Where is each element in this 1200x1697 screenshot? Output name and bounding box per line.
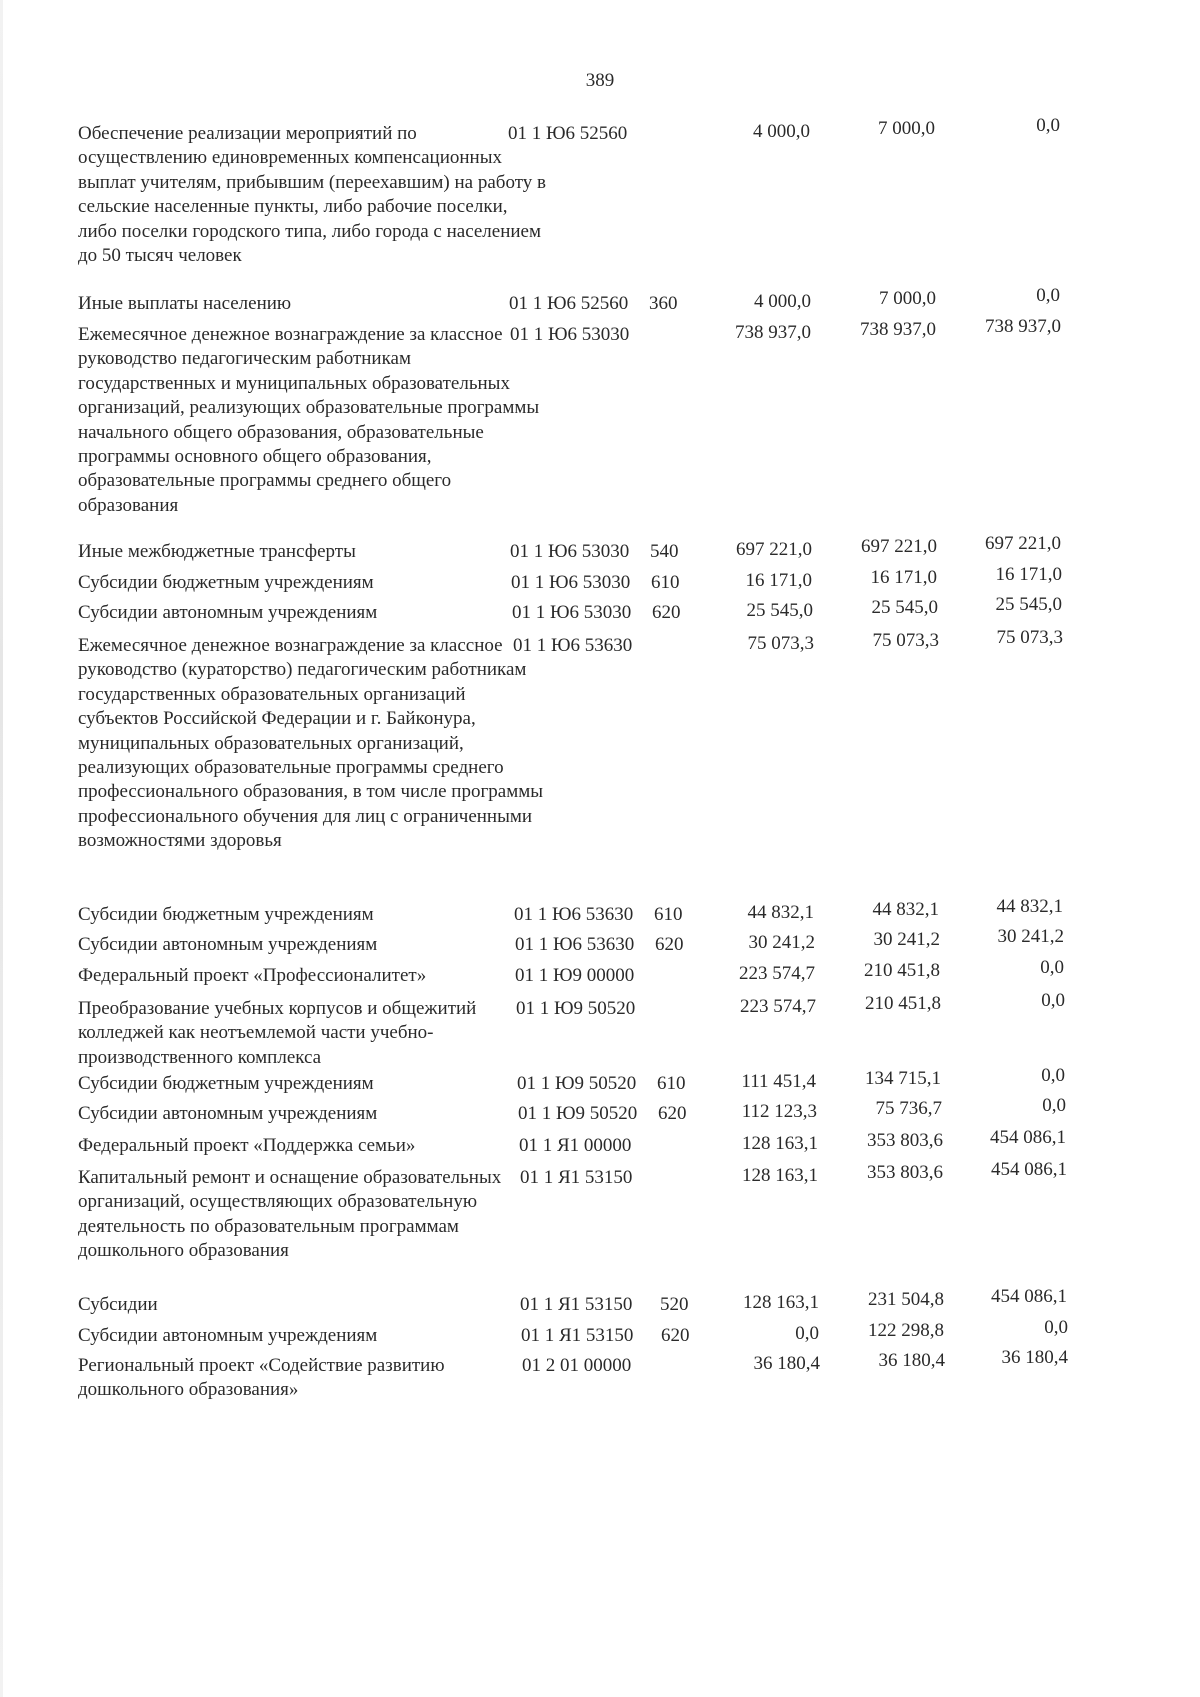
row-value-year-1: 128 163,1	[743, 1292, 819, 1313]
row-expense-type: 520	[660, 1294, 689, 1315]
row-name: Субсидии	[78, 1294, 158, 1315]
row-value-year-1: 0,0	[795, 1323, 819, 1344]
row-name: Субсидии автономным учреждениям	[78, 1325, 378, 1346]
row-code: 01 1 Ю9 00000	[515, 965, 635, 986]
row-value-year-2: 16 171,0	[870, 567, 937, 588]
row-value-year-3: 0,0	[1044, 1317, 1068, 1338]
row-value-year-3: 0,0	[1040, 957, 1064, 978]
row-code: 01 1 Ю6 52560	[508, 123, 628, 144]
row-value-year-3: 0,0	[1036, 115, 1060, 136]
row-value-year-1: 16 171,0	[745, 570, 812, 591]
row-code: 01 1 Ю6 53030	[511, 572, 631, 593]
row-code: 01 2 01 00000	[522, 1355, 632, 1376]
row-code: 01 1 Ю9 50520	[516, 998, 636, 1019]
row-value-year-2: 7 000,0	[879, 288, 936, 309]
row-code: 01 1 Ю9 50520	[517, 1073, 637, 1094]
row-name: Ежемесячное денежное вознаграждение за классное руководство (кураторство) педагогическим работникам государственных образовательных организаций субъектов Российской Федерации и г. Байконура, муниципальных образовательных организаций, реализующих образовательные программы среднего профессионального образования, в том числе программы профессионального обучения для лиц с ограниченными возможностями здоровья	[78, 635, 544, 852]
row-value-year-3: 0,0	[1041, 1065, 1065, 1086]
row-value-year-2: 353 803,6	[867, 1130, 943, 1151]
row-expense-type: 360	[649, 293, 678, 314]
row-value-year-2: 210 451,8	[865, 993, 941, 1014]
row-value-year-2: 44 832,1	[872, 899, 939, 920]
row-code: 01 1 Ю6 52560	[509, 293, 629, 314]
row-value-year-2: 697 221,0	[861, 536, 937, 557]
row-value-year-2: 231 504,8	[868, 1289, 944, 1310]
row-name: Субсидии бюджетным учреждениям	[78, 904, 374, 925]
row-value-year-1: 128 163,1	[742, 1133, 818, 1154]
row-code: 01 1 Я1 00000	[519, 1135, 632, 1156]
row-value-year-3: 25 545,0	[995, 594, 1062, 615]
page-number: 389	[585, 70, 615, 91]
row-value-year-1: 30 241,2	[748, 932, 815, 953]
row-name: Ежемесячное денежное вознаграждение за классное руководство педагогическим работникам государственных и муниципальных образовательных организаций, реализующих образовательные программы начального общего образования, образовательные программы основного общего образования, образовательные программы среднего общего образования	[78, 324, 540, 516]
row-value-year-2: 75 073,3	[872, 630, 939, 651]
scan-binding-edge	[0, 0, 3, 1697]
row-value-year-2: 353 803,6	[867, 1162, 943, 1183]
row-name: Субсидии автономным учреждениям	[78, 602, 378, 623]
row-value-year-2: 75 736,7	[875, 1098, 942, 1119]
row-value-year-3: 454 086,1	[991, 1159, 1067, 1180]
row-code: 01 1 Ю6 53030	[510, 541, 630, 562]
row-code: 01 1 Я1 53150	[520, 1167, 633, 1188]
row-code: 01 1 Ю6 53030	[512, 602, 632, 623]
row-value-year-3: 738 937,0	[985, 316, 1061, 337]
row-value-year-1: 697 221,0	[736, 539, 812, 560]
row-value-year-3: 44 832,1	[996, 896, 1063, 917]
row-expense-type: 610	[651, 572, 680, 593]
row-value-year-2: 122 298,8	[868, 1320, 944, 1341]
row-value-year-1: 36 180,4	[753, 1353, 820, 1374]
row-value-year-2: 210 451,8	[864, 960, 940, 981]
row-value-year-3: 0,0	[1042, 1095, 1066, 1116]
row-code: 01 1 Я1 53150	[520, 1294, 633, 1315]
row-value-year-3: 0,0	[1036, 285, 1060, 306]
row-expense-type: 610	[657, 1073, 686, 1094]
row-value-year-3: 30 241,2	[997, 926, 1064, 947]
row-code: 01 1 Ю6 53630	[513, 635, 633, 656]
row-code: 01 1 Я1 53150	[521, 1325, 634, 1346]
row-value-year-1: 44 832,1	[747, 902, 814, 923]
row-code: 01 1 Ю6 53630	[515, 934, 635, 955]
row-name: Иные межбюджетные трансферты	[78, 541, 356, 562]
row-expense-type: 620	[652, 602, 681, 623]
row-code: 01 1 Ю6 53630	[514, 904, 634, 925]
row-code: 01 1 Ю9 50520	[518, 1103, 638, 1124]
row-value-year-3: 697 221,0	[985, 533, 1061, 554]
row-value-year-1: 4 000,0	[753, 121, 810, 142]
row-expense-type: 540	[650, 541, 679, 562]
row-name: Преобразование учебных корпусов и общежитий колледжей как неотъемлемой части учебно-производственного комплекса	[78, 998, 477, 1068]
row-value-year-2: 134 715,1	[865, 1068, 941, 1089]
row-value-year-3: 454 086,1	[990, 1127, 1066, 1148]
row-value-year-1: 223 574,7	[739, 963, 815, 984]
row-value-year-1: 4 000,0	[754, 291, 811, 312]
row-name: Субсидии бюджетным учреждениям	[78, 572, 374, 593]
row-name: Капитальный ремонт и оснащение образовательных организаций, осуществляющих образовательную деятельность по образовательным программам дошкольного образования	[78, 1167, 502, 1262]
row-value-year-1: 25 545,0	[746, 600, 813, 621]
row-name: Федеральный проект «Профессионалитет»	[78, 965, 427, 986]
row-value-year-1: 112 123,3	[741, 1101, 817, 1122]
row-value-year-2: 25 545,0	[871, 597, 938, 618]
row-value-year-2: 36 180,4	[878, 1350, 945, 1371]
row-name: Субсидии автономным учреждениям	[78, 1103, 378, 1124]
row-expense-type: 620	[661, 1325, 690, 1346]
row-value-year-1: 128 163,1	[742, 1165, 818, 1186]
row-value-year-1: 75 073,3	[747, 633, 814, 654]
row-value-year-3: 454 086,1	[991, 1286, 1067, 1307]
row-value-year-1: 223 574,7	[740, 996, 816, 1017]
row-value-year-3: 36 180,4	[1001, 1347, 1068, 1368]
row-name: Субсидии автономным учреждениям	[78, 934, 378, 955]
row-name: Региональный проект «Содействие развитию дошкольного образования»	[78, 1355, 445, 1401]
row-value-year-2: 7 000,0	[878, 118, 935, 139]
row-name: Субсидии бюджетным учреждениям	[78, 1073, 374, 1094]
row-value-year-3: 75 073,3	[996, 627, 1063, 648]
row-name: Иные выплаты населению	[78, 293, 292, 314]
row-value-year-2: 30 241,2	[873, 929, 940, 950]
row-name: Федеральный проект «Поддержка семьи»	[78, 1135, 416, 1156]
row-value-year-2: 738 937,0	[860, 319, 936, 340]
row-value-year-3: 16 171,0	[995, 564, 1062, 585]
row-value-year-1: 111 451,4	[741, 1071, 816, 1092]
row-expense-type: 620	[658, 1103, 687, 1124]
row-code: 01 1 Ю6 53030	[510, 324, 630, 345]
row-value-year-1: 738 937,0	[735, 322, 811, 343]
row-value-year-3: 0,0	[1041, 990, 1065, 1011]
row-expense-type: 620	[655, 934, 684, 955]
row-name: Обеспечение реализации мероприятий по осуществлению единовременных компенсационных выплат учителям, прибывшим (переехавшим) на работу в сельские населенные пункты, либо рабочие поселки, либо поселки городского типа, либо города с населением до 50 тысяч человек	[78, 123, 546, 267]
row-expense-type: 610	[654, 904, 683, 925]
